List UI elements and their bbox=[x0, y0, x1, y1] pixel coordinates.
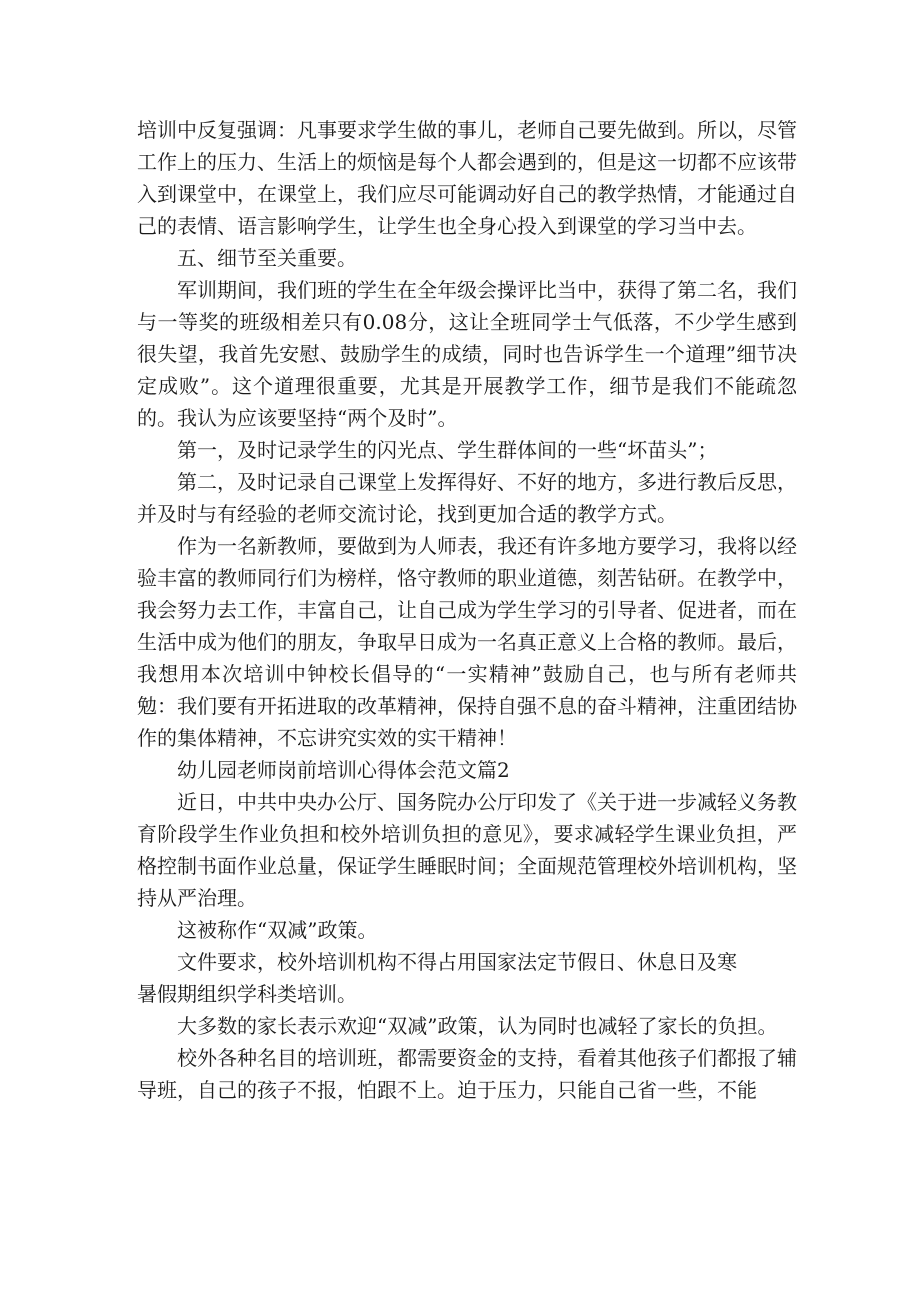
section-heading-details: 五、细节至关重要。 bbox=[177, 246, 357, 270]
paragraph-double-reduction: 这被称作“双减”政策。 bbox=[177, 918, 378, 942]
paragraph-training-classes: 校外各种名目的培训班，都需要资金的支持，看着其他孩子们都报了辅导班，自己的孩子不报，怕跟不上。迫于压力，只能自己省一些，不能 bbox=[137, 1046, 797, 1102]
paragraph-document-requirement-cont: 暑假期组织学科类培训。 bbox=[137, 982, 357, 1006]
paragraph-document-requirement: 文件要求，校外培训机构不得占用国家法定节假日、休息日及寒 bbox=[177, 950, 737, 974]
paragraph-military-training: 军训期间，我们班的学生在全年级会操评比当中，获得了第二名，我们与一等奖的班级相差只有0.08分，这让全班同学士气低落，不少学生感到很失望，我首先安慰、鼓励学生的成绩，同时也告诉学生一个道理”细节决定成败”。这个道理很重要，尤其是开展教学工作，细节是我们不能疏忽的。我认为应该要坚持“两个及时”。 bbox=[137, 278, 797, 430]
paragraph-training-emphasis: 培训中反复强调：凡事要求学生做的事儿，老师自己要先做到。所以，尽管工作上的压力、生活上的烦恼是每个人都会遇到的，但是这一切都不应该带入到课堂中，在课堂上，我们应尽可能调动好自己的教学热情，才能通过自己的表情、语言影响学生，让学生也全身心投入到课堂的学习当中去。 bbox=[137, 118, 797, 238]
article-title-part2: 幼儿园老师岗前培训心得体会范文篇2 bbox=[177, 758, 510, 782]
paragraph-new-teacher: 作为一名新教师，要做到为人师表，我还有许多地方要学习，我将以经验丰富的教师同行们为榜样，恪守教师的职业道德，刻苦钻研。在教学中，我会努力去工作，丰富自己，让自己成为学生学习的引导者、促进者，而在生活中成为他们的朋友，争取早日成为一名真正意义上合格的教师。最后，我想用本次培训中钟校长倡导的“一实精神”鼓励自己，也与所有老师共勉：我们要有开拓进取的改革精神，保持自强不息的奋斗精神，注重团结协作的集体精神，不忘讲究实效的实干精神！ bbox=[137, 534, 797, 750]
paragraph-first-point: 第一，及时记录学生的闪光点、学生群体间的一些“坏苗头”； bbox=[177, 438, 718, 462]
paragraph-second-point: 第二，及时记录自己课堂上发挥得好、不好的地方，多进行教后反思，并及时与有经验的老师交流讨论，找到更加合适的教学方式。 bbox=[137, 470, 797, 526]
paragraph-policy-announcement: 近日，中共中央办公厅、国务院办公厅印发了《关于进一步减轻义务教育阶段学生作业负担和校外培训负担的意见》，要求减轻学生课业负担，严格控制书面作业总量，保证学生睡眠时间；全面规范管理校外培训机构，坚持从严治理。 bbox=[137, 790, 797, 910]
document-body bbox=[137, 114, 797, 1106]
paragraph-parents-welcome: 大多数的家长表示欢迎“双减”政策，认为同时也减轻了家长的负担。 bbox=[177, 1014, 778, 1038]
